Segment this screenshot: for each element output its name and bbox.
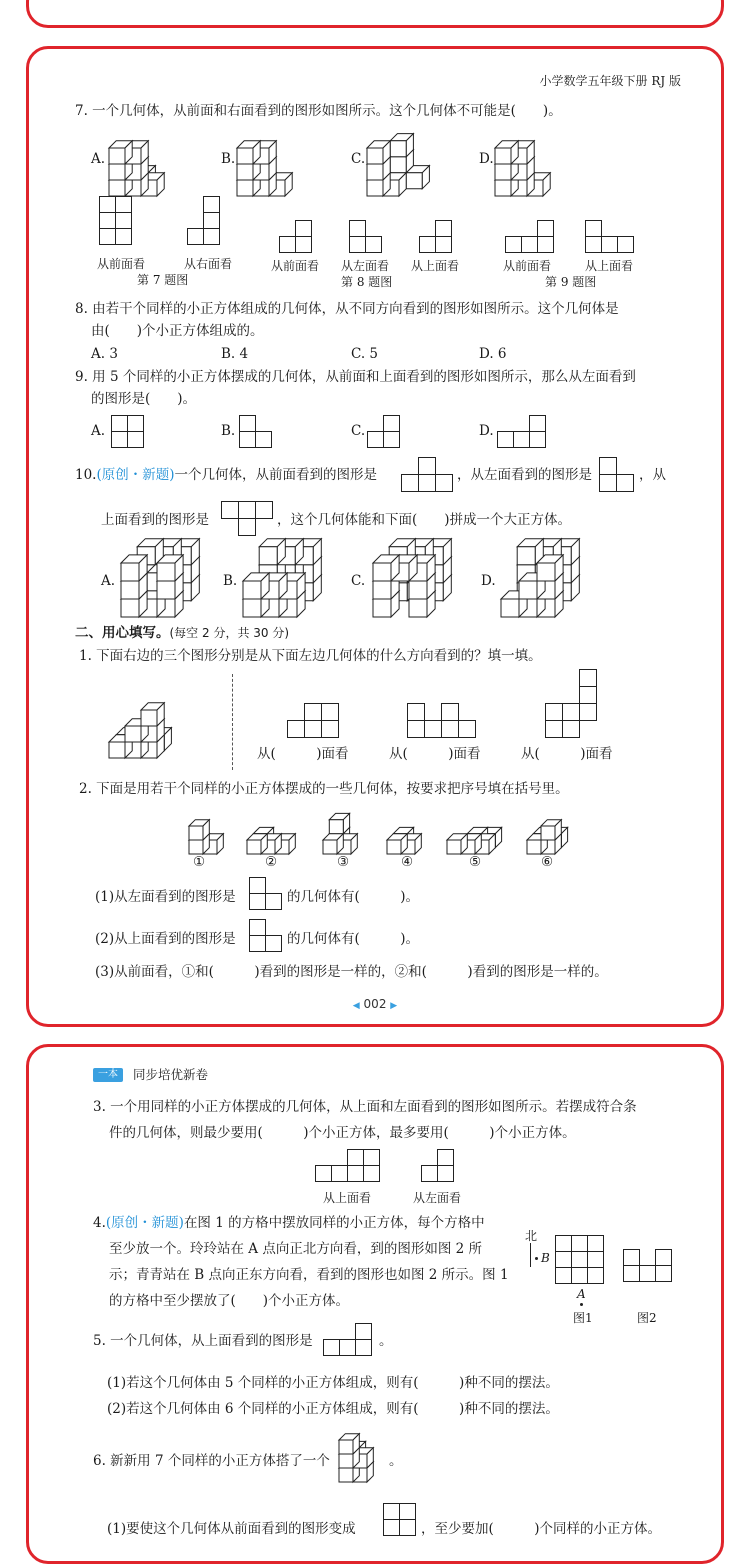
q10-figure-b [243, 543, 343, 618]
s2q2-p2-a: (2)从上面看到的图形是 [95, 931, 236, 947]
grid-cell-1 [442, 704, 459, 721]
grid-cell-1 [402, 475, 419, 492]
s3q6-solid [339, 1423, 389, 1483]
grid-cell-3 [618, 237, 634, 253]
grid-cell-1 [586, 237, 602, 253]
cube-8 [141, 703, 164, 726]
grid-cell-3 [305, 721, 322, 738]
grid-cell-0 [384, 416, 400, 432]
q10-front-view [401, 457, 457, 495]
card-top [26, 0, 724, 28]
s2q2-label-5: ⑤ [469, 854, 482, 870]
q10-tag: (原创・新题) [96, 467, 175, 483]
grid-cell-0 [384, 1504, 400, 1520]
grid-cell-1 [250, 894, 266, 910]
grid-cell-2 [256, 432, 272, 448]
q8-top-caption: 从上面看 [411, 259, 460, 273]
grid-cell-0 [624, 1250, 640, 1266]
point-b-dot-icon [535, 1257, 538, 1260]
q7-opt-d: D. [479, 151, 494, 167]
grid-cell-3 [400, 1520, 416, 1536]
s2q2-solid-6 [527, 805, 577, 855]
grid-cell-0 [350, 221, 366, 237]
q7-figure-d [495, 127, 585, 197]
s2q2-label-4: ④ [401, 854, 414, 870]
grid-cell-0 [240, 416, 256, 432]
grid-cell-1 [350, 237, 366, 253]
grid-cell-4 [100, 229, 116, 245]
grid-cell-3 [356, 1340, 372, 1356]
s2q2-solid-3 [323, 805, 373, 855]
grid-cell-1 [422, 1166, 438, 1182]
s3q6-period: 。 [389, 1453, 403, 1469]
grid-cell-2 [112, 432, 128, 448]
s2q2-label-1: ① [193, 854, 206, 870]
fig2-caption: 图2 [637, 1311, 657, 1325]
s3q3-top-view [315, 1149, 383, 1185]
grid-cell-8 [588, 1268, 604, 1284]
grid-cell-0 [250, 878, 266, 894]
s2q2-label-6: ⑥ [541, 854, 554, 870]
q9-opt-a: A. [91, 423, 106, 439]
s2q2-solid-5 [447, 805, 517, 855]
q10-text-d: 上面看到的图形是 [101, 512, 209, 528]
grid-cell-2 [316, 1166, 332, 1182]
grid-cell-6 [563, 721, 580, 738]
q7-opt-a: A. [91, 151, 106, 167]
q7-figure-a [109, 127, 199, 197]
s3q3-line2: 件的几何体，则最少要用( )个小正方体，最多要用( )个小正方体。 [109, 1125, 576, 1141]
q9-option-b-shape [239, 415, 279, 451]
s2q2-label-2: ② [265, 854, 278, 870]
s3q5-text: 5. 一个几何体，从上面看到的图形是 [93, 1333, 313, 1349]
q10-text-c: ，从 [639, 467, 666, 483]
s2q2-text: 2. 下面是用若干个同样的小正方体摆成的一些几何体，按要求把序号填在括号里。 [79, 781, 569, 797]
grid-cell-3 [128, 432, 144, 448]
grid-cell-0 [580, 670, 597, 687]
grid-cell-1 [322, 704, 339, 721]
grid-cell-0 [600, 458, 617, 475]
next-arrow-icon: ▶ [390, 1001, 398, 1011]
grid-cell-2 [266, 936, 282, 952]
prev-arrow-icon: ◀ [352, 1001, 360, 1011]
cube-6 [495, 141, 518, 164]
s3q4-tag: (原创・新题) [105, 1215, 184, 1231]
q8-opt-c: C. 5 [351, 346, 379, 362]
grid-cell-1 [239, 502, 256, 519]
fig1-caption: 图1 [573, 1311, 593, 1325]
grid-cell-0 [222, 502, 239, 519]
q7-fig-caption: 第 7 题图 [137, 273, 189, 287]
cube-3 [323, 834, 343, 854]
cube-14 [243, 573, 269, 599]
grid-cell-2 [188, 229, 204, 245]
cube-1 [329, 813, 349, 833]
cube-3 [247, 834, 267, 854]
s3q4-fig1-grid [555, 1235, 607, 1287]
q8-opt-d: D. 6 [479, 346, 507, 362]
q9-option-c-shape [367, 415, 407, 451]
s3q6-p1-b: ，至少要加( )个同样的小正方体。 [421, 1521, 662, 1537]
grid-cell-0 [296, 221, 312, 237]
grid-cell-2 [514, 432, 530, 448]
point-a-dot-icon [580, 1303, 583, 1306]
grid-cell-4 [656, 1266, 672, 1282]
q10-num: 10. [75, 467, 97, 483]
grid-cell-2 [546, 704, 563, 721]
grid-cell-2 [438, 1166, 454, 1182]
s2q2-p3: (3)从前面看，①和( )看到的图形是一样的，②和( )看到的图形是一样的。 [95, 964, 608, 980]
card-page-002 [26, 46, 724, 1027]
grid-cell-2 [384, 432, 400, 448]
grid-cell-2 [288, 721, 305, 738]
page-number: 002 [363, 997, 387, 1011]
grid-cell-2 [340, 1340, 356, 1356]
q8-front-view [279, 220, 319, 256]
grid-cell-1 [240, 432, 256, 448]
q10-figure-a [121, 543, 221, 618]
q8-fig-caption: 第 8 题图 [341, 275, 393, 289]
grid-cell-2 [602, 237, 618, 253]
cube-2 [189, 820, 209, 840]
q9-front-view [505, 220, 557, 256]
grid-cell-3 [425, 721, 442, 738]
grid-cell-3 [116, 213, 132, 229]
grid-cell-0 [436, 221, 452, 237]
grid-cell-0 [438, 1150, 454, 1166]
s3q4-l1: 在图 1 的方格中摆放同样的小正方体，每个方格中 [183, 1215, 485, 1231]
cube-16 [157, 555, 183, 581]
grid-cell-5 [364, 1166, 380, 1182]
s2q2-p2-b: 的几何体有( )。 [287, 931, 420, 947]
s3q6-p1-shape [383, 1503, 423, 1539]
s3q4-l4: 的方格中至少摆放了( )个小正方体。 [109, 1293, 350, 1309]
cube-14 [537, 555, 563, 581]
grid-cell-0 [586, 221, 602, 237]
grid-cell-2 [366, 237, 382, 253]
grid-cell-1 [368, 432, 384, 448]
grid-cell-3 [538, 237, 554, 253]
grid-cell-3 [563, 704, 580, 721]
cube-8 [259, 539, 285, 565]
grid-cell-4 [580, 704, 597, 721]
q8-line1: 8. 由若干个同样的小正方体组成的几何体，从不同方向看到的图形如图所示。这个几何体是 [75, 301, 619, 317]
header-right: 小学数学五年级下册 RJ 版 [539, 74, 681, 88]
cube-2 [387, 834, 407, 854]
s2q1-blank-3[interactable]: 从( )面看 [521, 746, 613, 762]
s2q1-solid [109, 689, 219, 759]
grid-cell-3 [436, 475, 453, 492]
grid-cell-0 [356, 1324, 372, 1340]
q8-top-view [419, 220, 459, 256]
point-a-label: A [577, 1287, 586, 1301]
grid-cell-0 [204, 197, 220, 213]
q9-fig-caption: 第 9 题图 [545, 275, 597, 289]
q9-line2: 的图形是( )。 [91, 391, 197, 407]
s2q2-p1-shape [249, 877, 289, 913]
grid-cell-2 [266, 894, 282, 910]
grid-cell-2 [100, 213, 116, 229]
q10-top-view [221, 501, 277, 539]
section-2-title: 二、用心填写。 [75, 625, 170, 641]
grid-cell-4 [572, 1252, 588, 1268]
grid-cell-0 [348, 1150, 364, 1166]
section-2-heading [75, 623, 289, 643]
grid-cell-2 [617, 475, 634, 492]
cube-6 [339, 1434, 359, 1454]
grid-cell-4 [348, 1166, 364, 1182]
grid-cell-1 [506, 237, 522, 253]
grid-cell-2 [436, 237, 452, 253]
grid-cell-5 [459, 721, 476, 738]
q10-opt-a: A. [101, 573, 116, 589]
s2q2-p1-a: (1)从左面看到的图形是 [95, 889, 236, 905]
q9-opt-d: D. [479, 423, 494, 439]
grid-cell-5 [546, 721, 563, 738]
north-arrow-icon [530, 1243, 531, 1267]
grid-cell-2 [588, 1236, 604, 1252]
grid-cell-0 [419, 458, 436, 475]
grid-cell-2 [408, 721, 425, 738]
q9-front-caption: 从前面看 [503, 259, 552, 273]
cube-6 [367, 141, 390, 164]
grid-cell-1 [324, 1340, 340, 1356]
s3q4-fig2-view [623, 1249, 675, 1285]
q7-figure-c [367, 127, 457, 197]
q7-opt-b: B. [221, 151, 236, 167]
q10-opt-d: D. [481, 573, 496, 589]
q8-left-view [349, 220, 389, 256]
q9-option-d-shape [497, 415, 553, 451]
grid-cell-1 [572, 1236, 588, 1252]
grid-cell-2 [296, 237, 312, 253]
q8-line2: 由( )个小正方体组成的。 [91, 323, 264, 339]
grid-cell-2 [384, 1520, 400, 1536]
series-title: 同步培优新卷 [133, 1067, 209, 1082]
grid-cell-0 [305, 704, 322, 721]
s2q2-solid-2 [247, 805, 317, 855]
grid-cell-1 [420, 237, 436, 253]
s2q1-blank-1[interactable]: 从( )面看 [257, 746, 349, 762]
s2q1-blank-2[interactable]: 从( )面看 [389, 746, 481, 762]
q10-line1 [75, 465, 377, 485]
s3q3-top-caption: 从上面看 [323, 1191, 372, 1205]
s3q4-num: 4. [93, 1215, 106, 1231]
q8-front-caption: 从前面看 [271, 259, 320, 273]
grid-cell-1 [400, 1504, 416, 1520]
q7-right-caption: 从右面看 [184, 257, 233, 271]
s2q1-divider [232, 674, 233, 770]
grid-cell-1 [364, 1150, 380, 1166]
cube-15 [373, 555, 399, 581]
grid-cell-4 [442, 721, 459, 738]
grid-cell-0 [538, 221, 554, 237]
grid-cell-3 [556, 1252, 572, 1268]
grid-cell-0 [408, 704, 425, 721]
q9-opt-b: B. [221, 423, 236, 439]
grid-cell-7 [572, 1268, 588, 1284]
grid-cell-1 [498, 432, 514, 448]
s3q3-left-view [421, 1149, 461, 1185]
q8-left-caption: 从左面看 [341, 259, 390, 273]
grid-cell-1 [204, 213, 220, 229]
card-page-003 [26, 1044, 724, 1564]
s3q5-period: 。 [379, 1333, 393, 1349]
s2q2-solid-1 [189, 805, 239, 855]
q7-text: 7. 一个几何体，从前面和右面看到的图形如图所示。这个几何体不可能是( )。 [75, 103, 562, 119]
cube-4 [541, 820, 561, 840]
q8-opt-b: B. 4 [221, 346, 249, 362]
q10-left-view [599, 457, 639, 495]
q10-figure-c [373, 543, 473, 618]
q9-top-caption: 从上面看 [585, 259, 634, 273]
cube-7 [109, 141, 132, 164]
series-badge: 一本 [93, 1068, 123, 1082]
q10-text-a: 一个几何体，从前面看到的图形是 [174, 467, 378, 483]
q10-text-b: ，从左面看到的图形是 [457, 467, 592, 483]
grid-cell-2 [256, 502, 273, 519]
s3q4-line1 [93, 1213, 485, 1233]
grid-cell-1 [128, 416, 144, 432]
s3q4-l2: 至少放一个。玲玲站在 A 点向正北方向看，到的图形如图 2 所 [109, 1241, 483, 1257]
q10-text-e: ，这个几何体能和下面( )拼成一个大正方体。 [277, 512, 572, 528]
q7-front-caption: 从前面看 [97, 257, 146, 271]
q9-top-view [585, 220, 637, 256]
grid-cell-0 [556, 1236, 572, 1252]
grid-cell-3 [530, 432, 546, 448]
section-2-note: (每空 2 分，共 30 分) [169, 626, 290, 640]
q7-right-view [187, 196, 227, 248]
north-label: 北 [525, 1229, 538, 1243]
grid-cell-3 [640, 1266, 656, 1282]
s2q2-label-3: ③ [337, 854, 350, 870]
cube-4 [447, 834, 467, 854]
q9-line1: 9. 用 5 个同样的小正方体摆成的几何体，从前面和上面看到的图形如图所示，那么从左面看到 [75, 369, 636, 385]
s3q3-line1: 3. 一个用同样的小正方体摆成的几何体，从上面和左面看到的图形如图所示。若摆成符合条 [93, 1099, 637, 1115]
grid-cell-2 [419, 475, 436, 492]
s2q2-solid-4 [387, 805, 437, 855]
grid-cell-0 [530, 416, 546, 432]
grid-cell-1 [250, 936, 266, 952]
grid-cell-3 [204, 229, 220, 245]
grid-cell-1 [580, 687, 597, 704]
s2q1-view-1 [287, 703, 343, 741]
grid-cell-2 [624, 1266, 640, 1282]
grid-cell-3 [239, 519, 256, 536]
s2q1-text: 1. 下面右边的三个图形分别是从下面左边几何体的什么方向看到的？填一填。 [79, 648, 542, 664]
grid-cell-0 [250, 920, 266, 936]
s3q6-text: 6. 新新用 7 个同样的小正方体搭了一个 [93, 1453, 330, 1469]
page-number-bar [29, 997, 721, 1011]
s2q2-p2-shape [249, 919, 289, 955]
grid-cell-1 [116, 197, 132, 213]
point-b-label: B [541, 1251, 550, 1265]
s3q3-left-caption: 从左面看 [413, 1191, 462, 1205]
grid-cell-1 [280, 237, 296, 253]
q10-opt-b: B. [223, 573, 238, 589]
grid-cell-1 [600, 475, 617, 492]
grid-cell-1 [656, 1250, 672, 1266]
cube-17 [121, 555, 147, 581]
s3q4-l3: 示；青青站在 B 点向正东方向看，看到的图形也如图 2 所示。图 1 [109, 1267, 509, 1283]
s2q1-view-3 [545, 669, 601, 741]
grid-cell-0 [100, 197, 116, 213]
grid-cell-6 [556, 1268, 572, 1284]
grid-cell-5 [116, 229, 132, 245]
s3q5-top-view [323, 1323, 375, 1359]
cube-2 [390, 134, 413, 157]
q8-opt-a: A. 3 [91, 346, 118, 362]
grid-cell-0 [112, 416, 128, 432]
s2q2-p1-b: 的几何体有( )。 [287, 889, 420, 905]
s3q6-p1-a: (1)要使这个几何体从前面看到的图形变成 [107, 1521, 356, 1537]
s3q5-p2: (2)若这个几何体由 6 个同样的小正方体组成，则有( )种不同的摆法。 [107, 1401, 559, 1417]
q7-front-view [99, 196, 139, 248]
q10-opt-c: C. [351, 573, 366, 589]
q9-opt-c: C. [351, 423, 366, 439]
q10-figure-d [501, 543, 601, 618]
grid-cell-4 [322, 721, 339, 738]
grid-cell-2 [522, 237, 538, 253]
cube-6 [237, 141, 260, 164]
q7-opt-c: C. [351, 151, 366, 167]
grid-cell-5 [588, 1252, 604, 1268]
q9-option-a-shape [111, 415, 151, 451]
grid-cell-3 [332, 1166, 348, 1182]
s2q1-view-2 [407, 703, 479, 741]
s3q5-p1: (1)若这个几何体由 5 个同样的小正方体组成，则有( )种不同的摆法。 [107, 1375, 559, 1391]
q7-figure-b [237, 127, 327, 197]
